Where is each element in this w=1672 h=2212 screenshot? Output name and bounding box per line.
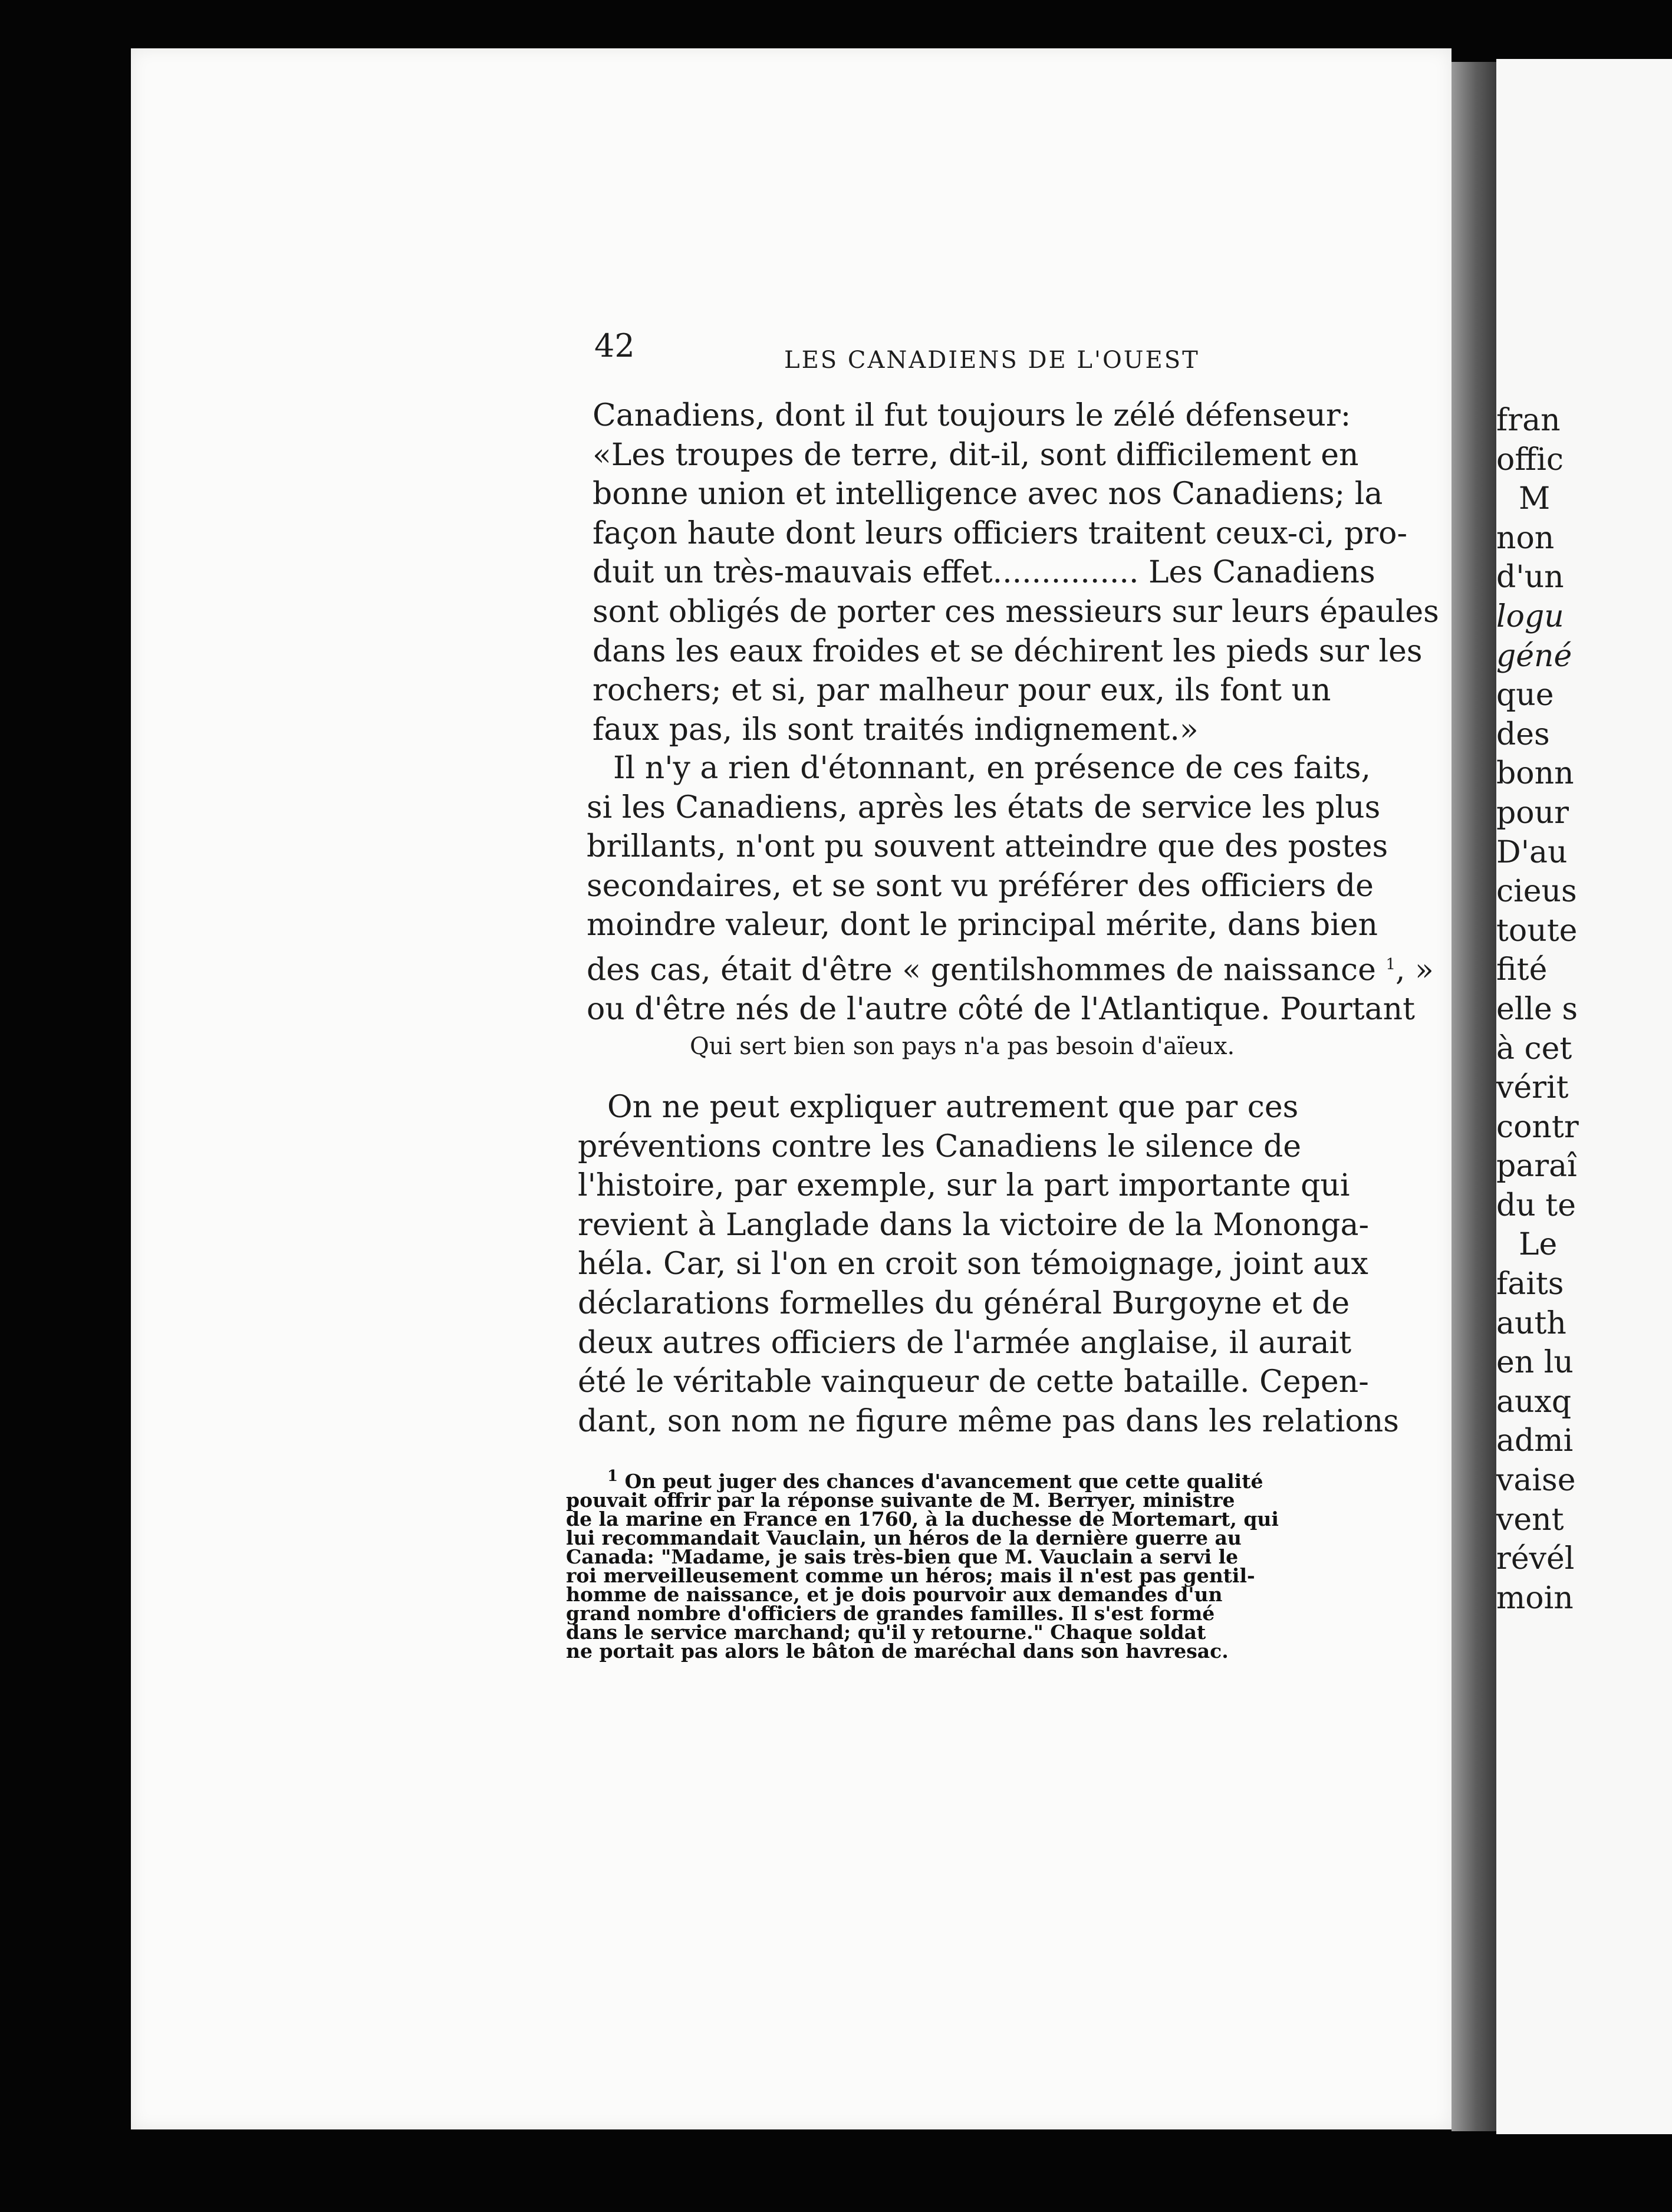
text-line: l'histoire, par exemple, sur la part importante qui: [578, 1168, 1350, 1204]
paragraph-3: [578, 1088, 1399, 1441]
right-line: à cet: [1496, 1031, 1572, 1066]
footnote-line: [566, 1467, 1306, 1491]
right-line: du te: [1496, 1187, 1576, 1223]
right-line: contr: [1496, 1109, 1579, 1145]
page-number: 42: [594, 327, 635, 364]
text-line: moindre valeur, dont le principal mérite, dans bien: [587, 907, 1378, 943]
right-line: auxq: [1496, 1384, 1572, 1420]
paragraph-2: [587, 749, 1434, 1029]
text-line: déclarations formelles du général Burgoyne et de: [578, 1285, 1350, 1321]
right-line: que: [1496, 677, 1554, 713]
footnote: [566, 1467, 1306, 1661]
right-line: en lu: [1496, 1345, 1574, 1381]
right-line: D'au: [1496, 834, 1568, 870]
running-head: LES CANADIENS DE L'OUEST: [784, 347, 1200, 374]
text-line: [587, 945, 1434, 990]
right-line: fran: [1496, 403, 1561, 438]
text-line: sont obligés de porter ces messieurs sur leurs épaules: [593, 594, 1439, 630]
text-line: On ne peut expliquer autrement que par ces: [607, 1089, 1299, 1125]
footnote-line: ne portait pas alors le bâton de maréchal dans son havresac.: [566, 1640, 1229, 1663]
right-line: d'un: [1496, 559, 1564, 595]
right-line: géné: [1496, 638, 1572, 674]
quote-close: , »: [1395, 952, 1434, 988]
right-line: admi: [1496, 1423, 1574, 1459]
right-line: cieus: [1496, 874, 1577, 910]
right-line: toute: [1496, 913, 1578, 949]
right-line: bonn: [1496, 756, 1574, 792]
right-line: logu: [1496, 598, 1564, 634]
footnote-line: grand nombre d'officiers de grandes familles. Il s'est formé: [566, 1602, 1215, 1625]
text-line: Il n'y a rien d'étonnant, en présence de ces faits,: [613, 750, 1371, 786]
footnote-line: roi merveilleusement comme un héros; mais il n'est pas gentil-: [566, 1564, 1255, 1587]
footnote-line: de la marine en France en 1760, à la duchesse de Mortemart, qui: [566, 1507, 1279, 1530]
text-line: secondaires, et se sont vu préférer des officiers de: [587, 868, 1374, 904]
text-line: «Les troupes de terre, dit-il, sont difficilement en: [593, 437, 1359, 473]
text-line: préventions contre les Canadiens le silence de: [578, 1128, 1302, 1164]
footnote-marker: 1: [1385, 955, 1395, 973]
maxim-quote: Qui sert bien son pays n'a pas besoin d'aïeux.: [690, 1033, 1235, 1060]
text-line: Canadiens, dont il fut toujours le zélé défenseur:: [593, 398, 1351, 433]
footnote-line: pouvait offrir par la réponse suivante de M. Berryer, ministre: [566, 1489, 1235, 1512]
text-line: si les Canadiens, après les états de service les plus: [587, 789, 1381, 825]
text-line: dans les eaux froides et se déchirent les pieds sur les: [593, 633, 1423, 669]
paragraph-1: [593, 396, 1439, 749]
text-line: faux pas, ils sont traités indignement.»: [593, 712, 1199, 748]
text-line: rochers; et si, par malheur pour eux, ils font un: [593, 673, 1331, 709]
right-page: [1496, 59, 1672, 2134]
text-line: héla. Car, si l'on en croit son témoignage, joint aux: [578, 1246, 1368, 1282]
footnote-line: homme de naissance, et je dois pourvoir aux demandes d'un: [566, 1583, 1223, 1606]
text-line: duit un très-mauvais effet............... Les Canadiens: [593, 555, 1375, 591]
text-line: ou d'être nés de l'autre côté de l'Atlantique. Pourtant: [587, 991, 1416, 1027]
text-line: façon haute dont leurs officiers traitent ceux-ci, pro-: [593, 515, 1408, 551]
footnote-line: dans le service marchand; qu'il y retourne." Chaque soldat: [566, 1621, 1206, 1644]
right-line: Le: [1519, 1227, 1558, 1263]
right-page-text: [1496, 401, 1579, 1618]
footnote-number: 1: [607, 1467, 618, 1485]
text-line: brillants, n'ont pu souvent atteindre que des postes: [587, 829, 1388, 865]
footnote-text: On peut juger des chances d'avancement que cette qualité: [624, 1470, 1263, 1493]
right-line: vaise: [1496, 1463, 1576, 1499]
right-line: moin: [1496, 1580, 1574, 1616]
text-line: deux autres officiers de l'armée anglaise, il aurait: [578, 1325, 1352, 1361]
right-line: révél: [1496, 1541, 1575, 1577]
text-line: bonne union et intelligence avec nos Canadiens; la: [593, 476, 1383, 512]
right-line: vent: [1496, 1502, 1564, 1538]
right-line: des: [1496, 716, 1550, 752]
footnote-line: lui recommandait Vauclain, un héros de la dernière guerre au: [566, 1526, 1242, 1549]
footnote-line: Canada: "Madame, je sais très-bien que M. Vauclain a servi le: [566, 1545, 1239, 1568]
right-line: elle s: [1496, 991, 1578, 1027]
right-line: M: [1519, 481, 1551, 517]
text-line: été le véritable vainqueur de cette bataille. Cepen-: [578, 1364, 1369, 1400]
right-line: pour: [1496, 795, 1569, 831]
right-line: fité: [1496, 952, 1548, 988]
book-gutter: [1452, 62, 1496, 2131]
right-line: paraî: [1496, 1148, 1577, 1184]
right-line: faits: [1496, 1266, 1564, 1302]
right-line: offic: [1496, 442, 1564, 478]
right-line: non: [1496, 520, 1555, 556]
text-line: dant, son nom ne figure même pas dans les relations: [578, 1403, 1399, 1439]
text-line: revient à Langlade dans la victoire de la Mononga-: [578, 1207, 1370, 1243]
right-line: auth: [1496, 1305, 1566, 1341]
text-fragment: des cas, était d'être « gentilshommes de naissance: [587, 952, 1376, 988]
right-line: vérit: [1496, 1070, 1569, 1106]
